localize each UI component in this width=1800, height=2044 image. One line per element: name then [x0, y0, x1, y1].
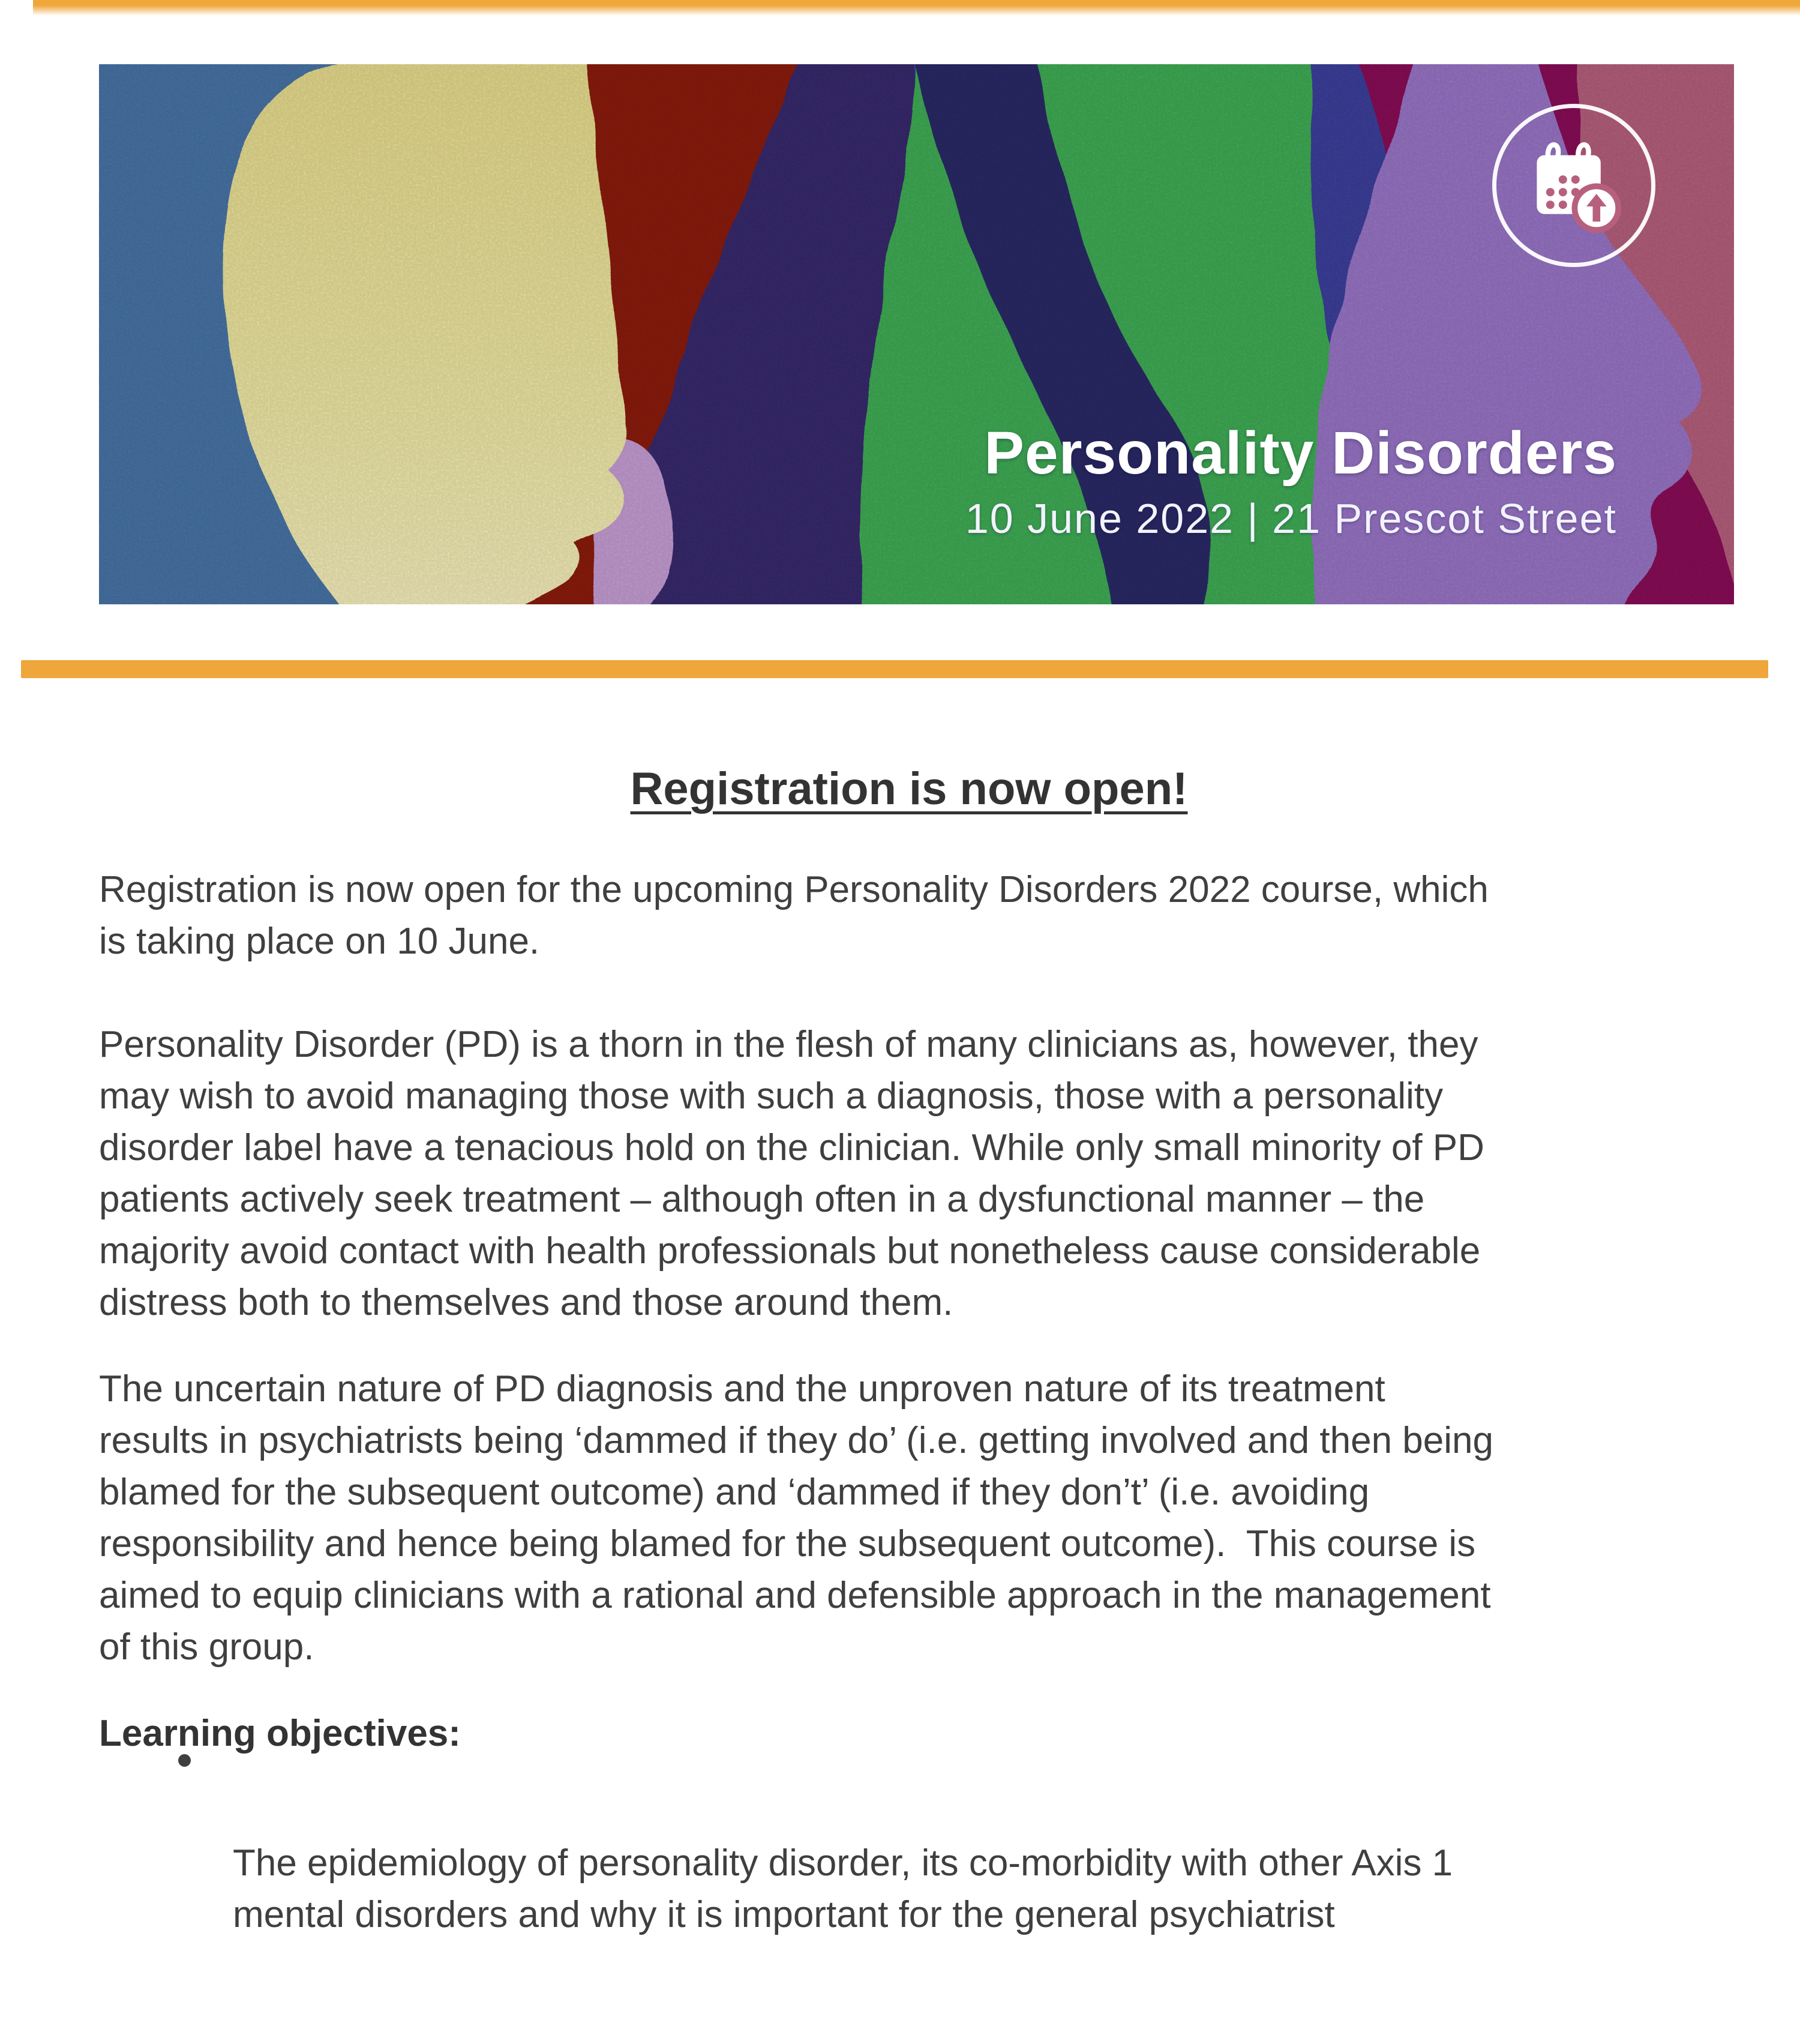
- learning-objectives-label: Learning objectives:: [99, 1713, 461, 1754]
- top-accent-bar: [33, 0, 1800, 16]
- paragraph-registration-open: Registration is now open for the upcoming Personality Disorders 2022 course, which is taking place on 10 June.: [99, 869, 1489, 962]
- learning-objectives-list: [177, 1734, 1659, 2044]
- email-body: [99, 763, 1719, 1935]
- paragraph-pd-description: Personality Disorder (PD) is a thorn in the flesh of many clinicians as, however, they may wish to avoid managing those with such a diagnosis, those with a personality disorder label have a tenacious hold on the clinician. While only small minority of PD patients actively seek treatment – although often in a dysfunctional manner – the majority avoid contact with health professionals but nonetheless cause considerable distress both to themselves and those around them.: [99, 1024, 1484, 1323]
- page-title: Registration is now open!: [630, 763, 1188, 814]
- divider-accent-bar: [21, 660, 1768, 678]
- banner-text-block: [965, 419, 1617, 544]
- banner-date-location: 10 June 2022 | 21 Prescot Street: [965, 495, 1617, 542]
- calendar-glyph: [1523, 135, 1624, 236]
- paragraph-course-aim: The uncertain nature of PD diagnosis and the unproven nature of its treatment results in psychiatrists being ‘dammed if they do’ (i.e. getting involved and then being blamed for the subsequent outcome) and ‘dammed if they don’t’ (i.e. avoiding responsibility and hence being blamed for the subsequent outcome). This course is aimed to equip clinicians with a rational and defensible approach in the management of this group.: [99, 1368, 1494, 1668]
- banner-title: Personality Disorders: [984, 419, 1617, 487]
- list-item-epidemiology: [177, 1734, 1659, 2044]
- course-banner-image: [99, 64, 1734, 604]
- list-item-text: The epidemiology of personality disorder, its co-morbidity with other Axis 1 mental disorders and why it is important for the general psychiatrist: [233, 1842, 1453, 1935]
- calendar-upload-icon: [1492, 104, 1655, 267]
